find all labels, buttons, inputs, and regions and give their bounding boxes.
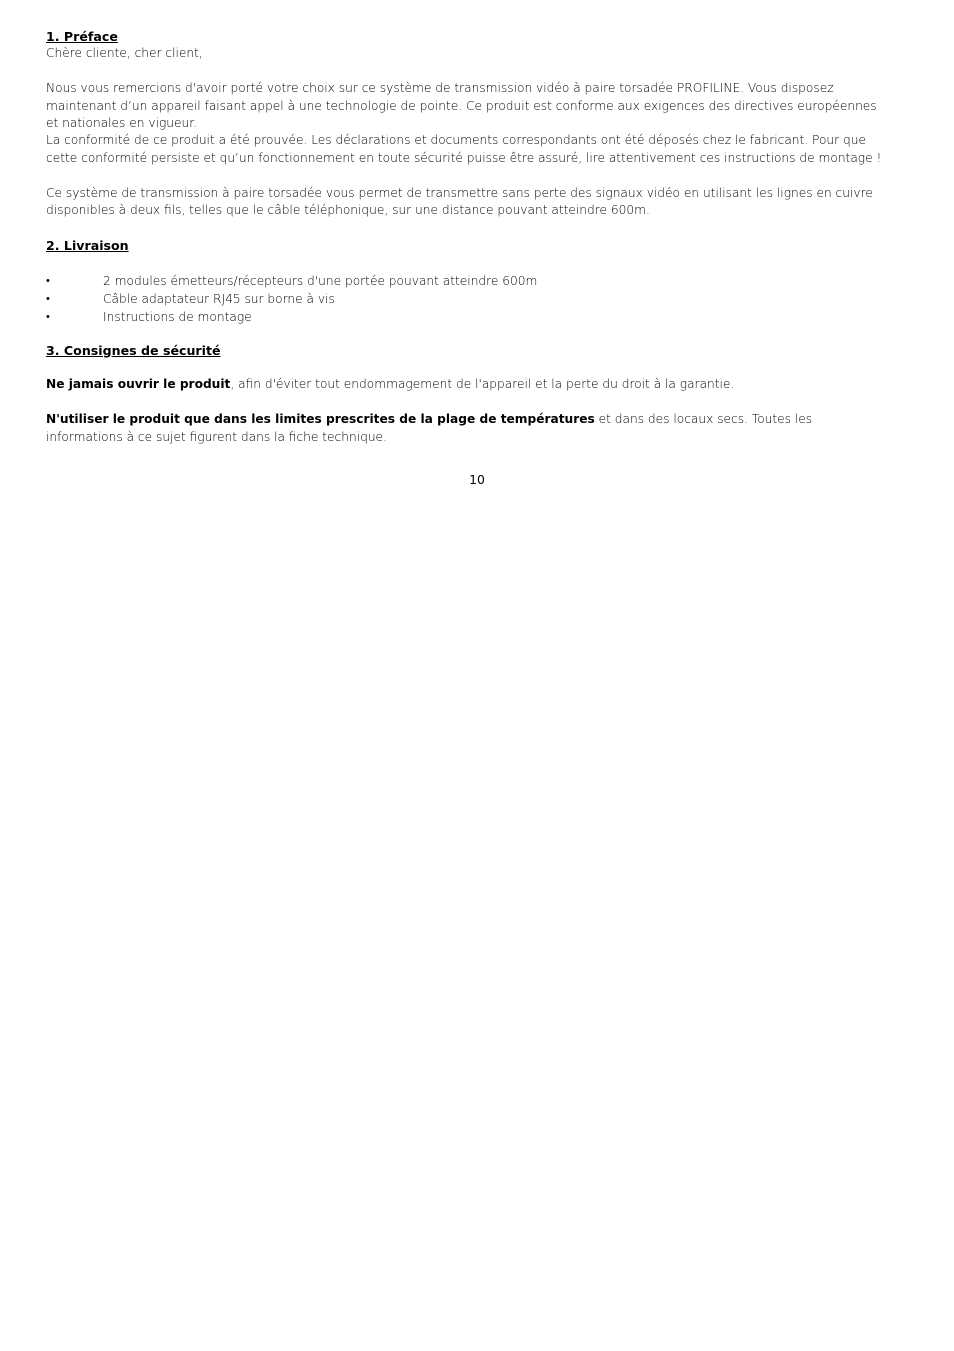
page-number: 10 bbox=[469, 472, 485, 487]
bullet-icon: • bbox=[46, 291, 50, 305]
safety-temperature-bold: N'utiliser le produit que dans les limites prescrites de la plage de températures bbox=[46, 412, 595, 427]
list-item-text: 2 modules émetteurs/récepteurs d'une portée pouvant atteindre 600m bbox=[103, 273, 538, 288]
safety-temperature-text: et dans des locaux secs. Toutes les informations à ce sujet figurent dans la fiche technique. bbox=[46, 412, 813, 444]
delivery-list bbox=[46, 272, 888, 326]
list-item bbox=[46, 290, 888, 308]
safety-paragraph-2 bbox=[46, 411, 888, 446]
list-item-text: Instructions de montage bbox=[103, 309, 252, 324]
preface-paragraph-3: Ce système de transmission à paire torsadée vous permet de transmettre sans perte des signaux vidéo en utilisant les lignes en cuivre disponibles à deux fils, telles que le câble téléphonique, sur une distance pouvant atteindre 600m. bbox=[46, 185, 873, 218]
document-page bbox=[46, 28, 888, 446]
list-item bbox=[46, 272, 888, 290]
safety-heading: 3. Consignes de sécurité bbox=[46, 342, 221, 358]
delivery-heading: 2. Livraison bbox=[46, 237, 129, 253]
bullet-icon: • bbox=[46, 273, 50, 287]
safety-paragraph-1 bbox=[46, 376, 888, 393]
safety-warning-bold: Ne jamais ouvrir le produit bbox=[46, 377, 231, 392]
list-item-text: Câble adaptateur RJ45 sur borne à vis bbox=[103, 291, 335, 306]
preface-greeting: Chère cliente, cher client, bbox=[46, 46, 203, 61]
preface-paragraph-2: La conformité de ce produit a été prouvée. Les déclarations et documents correspondants ont été déposés chez le fabricant. Pour que cette conformité persiste et qu’un fonctionnement en toute sécurité puisse être assuré, lire attentivement ces instructions de montage ! bbox=[46, 133, 882, 165]
list-item bbox=[46, 308, 888, 326]
safety-warning-text: , afin d'éviter tout endommagement de l'appareil et la perte du droit à la garantie. bbox=[230, 377, 735, 392]
bullet-icon: • bbox=[46, 309, 50, 323]
preface-heading: 1. Préface bbox=[46, 29, 118, 44]
preface-paragraph-1: Nous vous remercions d'avoir porté votre choix sur ce système de transmission vidéo à paire torsadée PROFILINE. Vous disposez maintenant d’un appareil faisant appel à une technologie de pointe. Ce produit est conforme aux exigences des directives européennes et nationales en vigueur. bbox=[46, 81, 877, 131]
